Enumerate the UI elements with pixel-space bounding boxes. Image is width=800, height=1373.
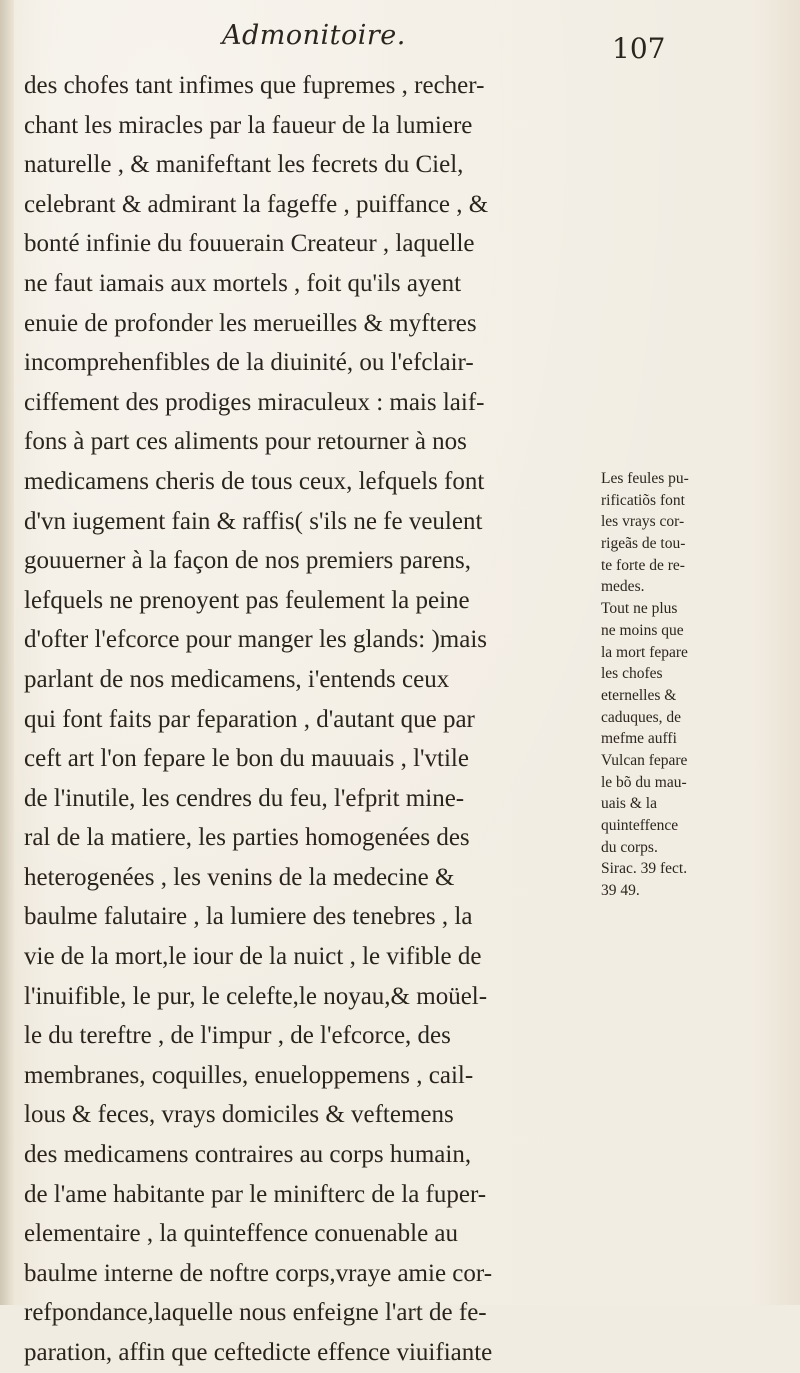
margin-note-line: caduques, de [601,708,682,726]
running-head: Admonitoire. [222,20,406,51]
margin-note-line: uais & la [601,795,657,813]
page-number: 107 [612,32,666,65]
margin-note-line: medes. [601,578,645,596]
text-line: ceft art l'on fepare le bon du mauuais , l'vtile [24,745,469,773]
margin-note-line: les vrays cor- [601,513,685,531]
text-line: gouuerner à la façon de nos premiers parens, [24,547,472,575]
margin-note-line: ne moins que [601,621,684,639]
page-header [0,12,800,65]
margin-note-line: eternelles & [601,686,677,704]
margin-note-line: rificatiõs font [601,491,685,509]
margin-note-line: la mort fepare [601,643,688,661]
text-line: baulme interne de noftre corps,vraye amie cor- [24,1259,493,1287]
text-line: lefquels ne prenoyent pas feulement la peine [24,586,470,614]
text-line: enuie de profonder les merueilles & myfteres [24,309,477,337]
margin-note-line: le bõ du mau- [601,773,687,791]
text-line: refpondance,laquelle nous enfeigne l'art de fe- [24,1299,487,1327]
text-line: de l'ame habitante par le minifterc de la fuper- [24,1180,487,1208]
margin-note-line: Les feules pu- [601,470,689,487]
margin-note-line: Tout ne plus [601,600,678,618]
text-line: chant les miracles par la faueur de la lumiere [24,111,473,139]
text-line: le du tereftre , de l'impur , de l'efcorce, des [24,1022,451,1050]
text-line: fons à part ces aliments pour retourner à nos [24,428,467,456]
text-line: vie de la mort,le iour de la nuict , le vifible de [24,943,482,971]
margin-note-line: quinteffence [601,817,679,834]
margin-note-line: les chofes [601,665,663,683]
text-line: paration, affin que ceftedicte effence viuifiante [24,1339,493,1366]
text-line: d'vn iugement fain & raffis( s'ils ne fe veulent [24,507,483,535]
margin-note-line: 39 49. [601,882,640,900]
margin-note-line: Sirac. 39 fect. [601,860,688,878]
text-line: de l'inutile, les cendres du feu, l'efprit mine- [24,784,465,812]
text-line: lous & feces, vrays domiciles & veftemens [24,1101,454,1129]
text-line: des medicamens contraires au corps humain, [24,1141,472,1169]
text-line: ne faut iamais aux mortels , foit qu'ils ayent [24,269,462,297]
text-line: heterogenées , les venins de la medecine & [24,863,455,891]
margin-note-line: Vulcan fepare [601,751,688,769]
text-line: l'inuifible, le pur, le celefte,le noyau,& moüel- [24,982,488,1010]
margin-notes [601,468,797,902]
body-text [24,66,544,1373]
text-line: ciffement des prodiges miraculeux : mais laif- [24,388,485,416]
text-line: baulme falutaire , la lumiere des tenebres , la [24,903,473,931]
text-line: des chofes tant infimes que fupremes , recher- [24,72,485,99]
text-line: incomprehenfibles de la diuinité, ou l'efclair- [24,349,474,377]
text-line: celebrant & admirant la fageffe , puiffance , & [24,190,489,218]
text-line: d'ofter l'efcorce pour manger les glands: )mais [24,626,488,654]
margin-note-line: rigeãs de tou- [601,535,686,553]
text-line: bonté infinie du fouuerain Createur , laquelle [24,230,475,258]
margin-note-line: te forte de re- [601,556,685,574]
text-line: qui font faits par feparation , d'autant que par [24,705,475,733]
text-line: ral de la matiere, les parties homogenées des [24,824,470,852]
margin-note-line: du corps. [601,838,658,856]
margin-note-line: mefme auffi [601,730,677,748]
text-line: elementaire , la quinteffence conuenable au [24,1220,459,1248]
text-line: parlant de nos medicamens, i'entends ceux [24,665,450,693]
text-line: medicamens cheris de tous ceux, lefquels font [24,467,485,495]
page-gutter [0,0,14,1305]
text-line: membranes, coquilles, enueloppemens , cail- [24,1061,474,1089]
text-line: naturelle , & manifeftant les fecrets du Ciel, [24,151,464,179]
